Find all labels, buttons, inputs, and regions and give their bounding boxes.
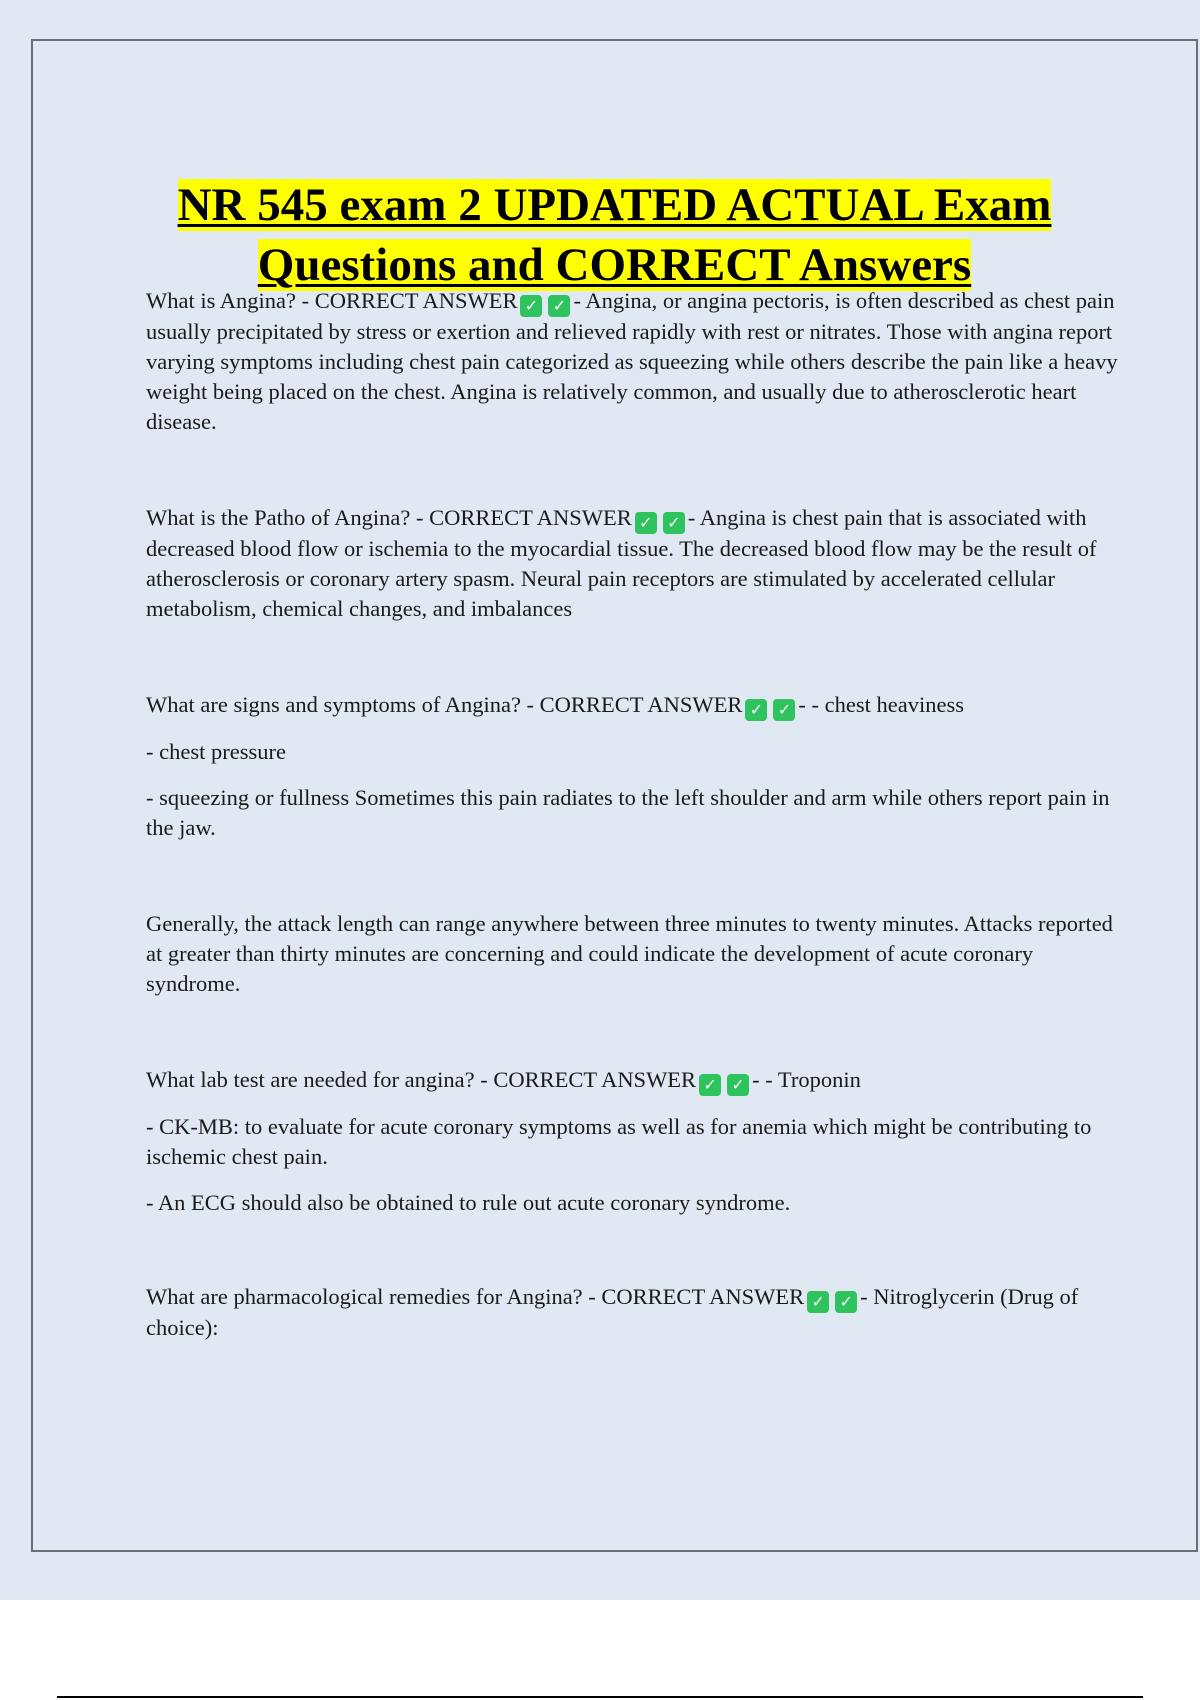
check-mark-icon: ✓ — [635, 512, 657, 534]
answer-paragraph: Generally, the attack length can range anywhere between three minutes to twenty minutes. Attacks reported at greater than thirty minutes are concerning and could indicate the development of acute coronary syndrome. — [146, 911, 1113, 996]
document-body — [146, 286, 1121, 1343]
check-mark-icon: ✓ — [727, 1074, 749, 1096]
answer-text: - Nitroglycerin (Drug of choice): — [146, 1284, 1079, 1340]
question-text: What is the Patho of Angina? - CORRECT ANSWER — [146, 505, 632, 530]
answer-bullet: - squeezing or fullness Sometimes this pain radiates to the left shoulder and arm while others report pain in the jaw. — [146, 785, 1110, 840]
answer-text: - - chest heaviness — [798, 692, 964, 717]
answer-bullet: - chest pressure — [146, 739, 286, 764]
check-mark-icon: ✓ — [835, 1291, 857, 1313]
qa-item — [146, 1282, 1121, 1343]
check-mark-icon: ✓ — [548, 295, 570, 317]
question-text: What are signs and symptoms of Angina? - CORRECT ANSWER — [146, 692, 743, 717]
question-text: What lab test are needed for angina? - CORRECT ANSWER — [146, 1067, 697, 1092]
question-text: What is Angina? - CORRECT ANSWER — [146, 288, 518, 313]
answer-bullet: - CK-MB: to evaluate for acute coronary symptoms as well as for anemia which might be contributing to ischemic chest pain. — [146, 1114, 1092, 1169]
check-mark-icon: ✓ — [807, 1291, 829, 1313]
answer-text: - Angina is chest pain that is associated with decreased blood flow or ischemia to the myocardial tissue. The decreased blood flow may be the result of atherosclerosis or coronary artery spasm. Neural pain receptors are stimulated by accelerated cellular metabolism, chemical changes, and imbalances — [146, 505, 1097, 621]
check-mark-icon: ✓ — [699, 1074, 721, 1096]
qa-item — [146, 503, 1121, 624]
check-mark-icon: ✓ — [745, 699, 767, 721]
page-title — [73, 175, 1156, 295]
answer-text: - - Troponin — [752, 1067, 861, 1092]
footer-divider — [57, 1696, 1143, 1698]
title-line-2: Questions and CORRECT Answers — [257, 239, 972, 292]
qa-item — [146, 1065, 1121, 1096]
check-mark-icon: ✓ — [773, 699, 795, 721]
check-mark-icon: ✓ — [520, 295, 542, 317]
qa-item — [146, 690, 1121, 721]
title-line-1: NR 545 exam 2 UPDATED ACTUAL Exam — [177, 179, 1052, 232]
qa-item — [146, 286, 1121, 437]
answer-text: - Angina, or angina pectoris, is often described as chest pain usually precipitated by stress or exertion and relieved rapidly with rest or nitrates. Those with angina report varying symptoms including chest pain categorized as squeezing while others describe the pain like a heavy weight being placed on the chest. Angina is relatively common, and usually due to atherosclerotic heart disease. — [146, 288, 1118, 434]
answer-bullet: - An ECG should also be obtained to rule out acute coronary syndrome. — [146, 1190, 791, 1215]
document-page — [31, 39, 1198, 1552]
question-text: What are pharmacological remedies for Angina? - CORRECT ANSWER — [146, 1284, 805, 1309]
check-mark-icon: ✓ — [663, 512, 685, 534]
